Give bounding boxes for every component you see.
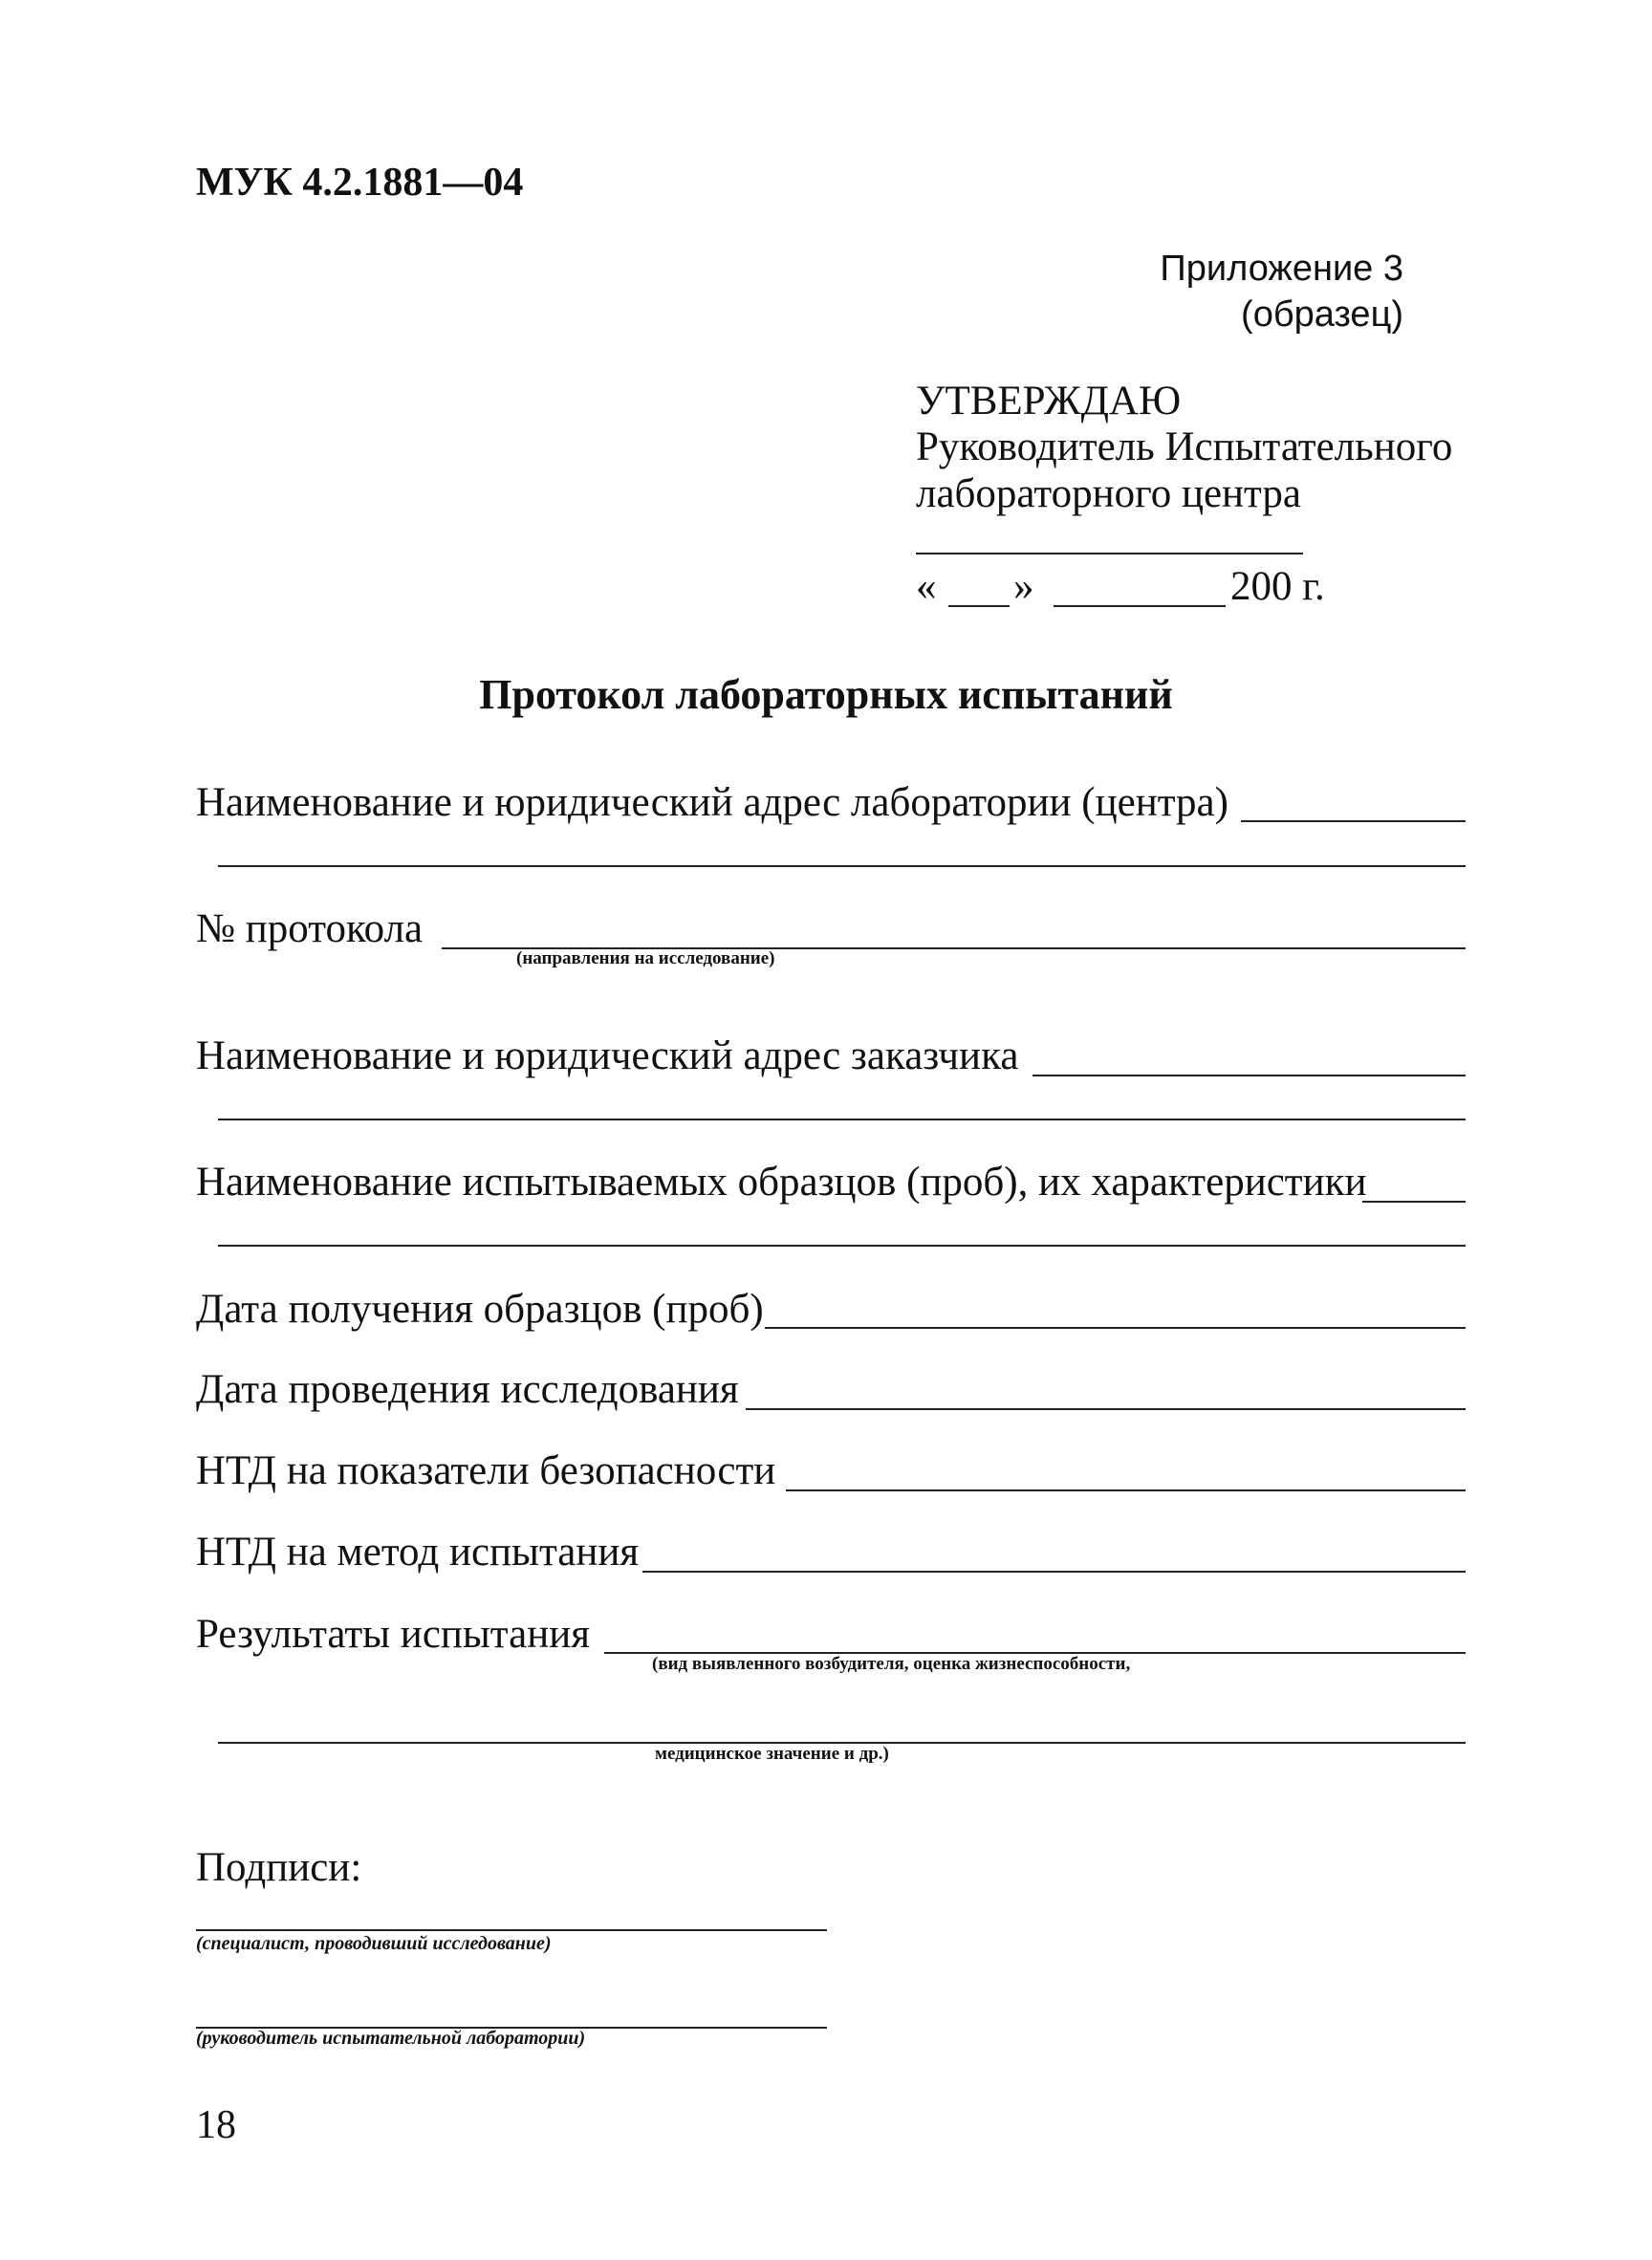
approval-signature-line[interactable]: [916, 553, 1303, 554]
samples-field-line2[interactable]: [218, 1245, 1466, 1247]
document-title: Протокол лабораторных испытаний: [479, 671, 1173, 718]
receipt-date-label: Дата получения образцов (проб): [196, 1287, 764, 1332]
protocol-number-label: № протокола: [196, 906, 424, 951]
document-code: МУК 4.2.1881—04: [196, 161, 524, 205]
approval-position-line1: Руководитель Испытательного: [916, 424, 1453, 469]
results-label: Результаты испытания: [196, 1612, 591, 1657]
ntd-safety-label: НТД на показатели безопасности: [196, 1448, 776, 1493]
customer-label: Наименование и юридический адрес заказчика: [196, 1033, 1019, 1078]
study-date-field[interactable]: [746, 1408, 1466, 1410]
samples-field[interactable]: [1362, 1201, 1466, 1203]
date-close-quote: »: [1013, 564, 1034, 609]
lab-name-label: Наименование и юридический адрес лаборатории (центра): [196, 780, 1228, 825]
results-caption-line2: медицинское значение и др.): [655, 1744, 889, 1764]
specialist-signature-caption: (специалист, проводивший исследование): [196, 1933, 552, 1954]
approval-heading: УТВЕРЖДАЮ: [916, 379, 1182, 424]
page-number: 18: [196, 2103, 236, 2147]
date-year: 200 г.: [1230, 564, 1325, 609]
head-signature-caption: (руководитель испытательной лаборатории): [196, 2028, 586, 2049]
ntd-method-label: НТД на метод испытания: [196, 1530, 640, 1575]
samples-label: Наименование испытываемых образцов (проб), их характеристики: [196, 1160, 1367, 1205]
lab-name-field[interactable]: [1241, 820, 1466, 822]
results-caption-line1: (вид выявленного возбудителя, оценка жизнеспособности,: [652, 1654, 1131, 1674]
study-date-label: Дата проведения исследования: [196, 1367, 739, 1412]
ntd-safety-field[interactable]: [786, 1489, 1466, 1491]
customer-field[interactable]: [1032, 1075, 1466, 1076]
approval-position-line2: лабораторного центра: [916, 471, 1301, 516]
ntd-method-field[interactable]: [642, 1571, 1466, 1573]
specialist-signature-line[interactable]: [196, 1929, 827, 1931]
lab-name-field-line2[interactable]: [218, 865, 1466, 867]
date-open-quote: «: [916, 564, 937, 609]
signatures-heading: Подписи:: [196, 1845, 362, 1890]
receipt-date-field[interactable]: [765, 1327, 1466, 1329]
appendix-note: (образец): [1241, 294, 1403, 335]
date-day-line[interactable]: [948, 605, 1010, 607]
date-month-line[interactable]: [1054, 605, 1226, 607]
appendix-label: Приложение 3: [1160, 249, 1403, 289]
customer-field-line2[interactable]: [218, 1119, 1466, 1120]
protocol-number-caption: (направления на исследование): [516, 948, 775, 968]
